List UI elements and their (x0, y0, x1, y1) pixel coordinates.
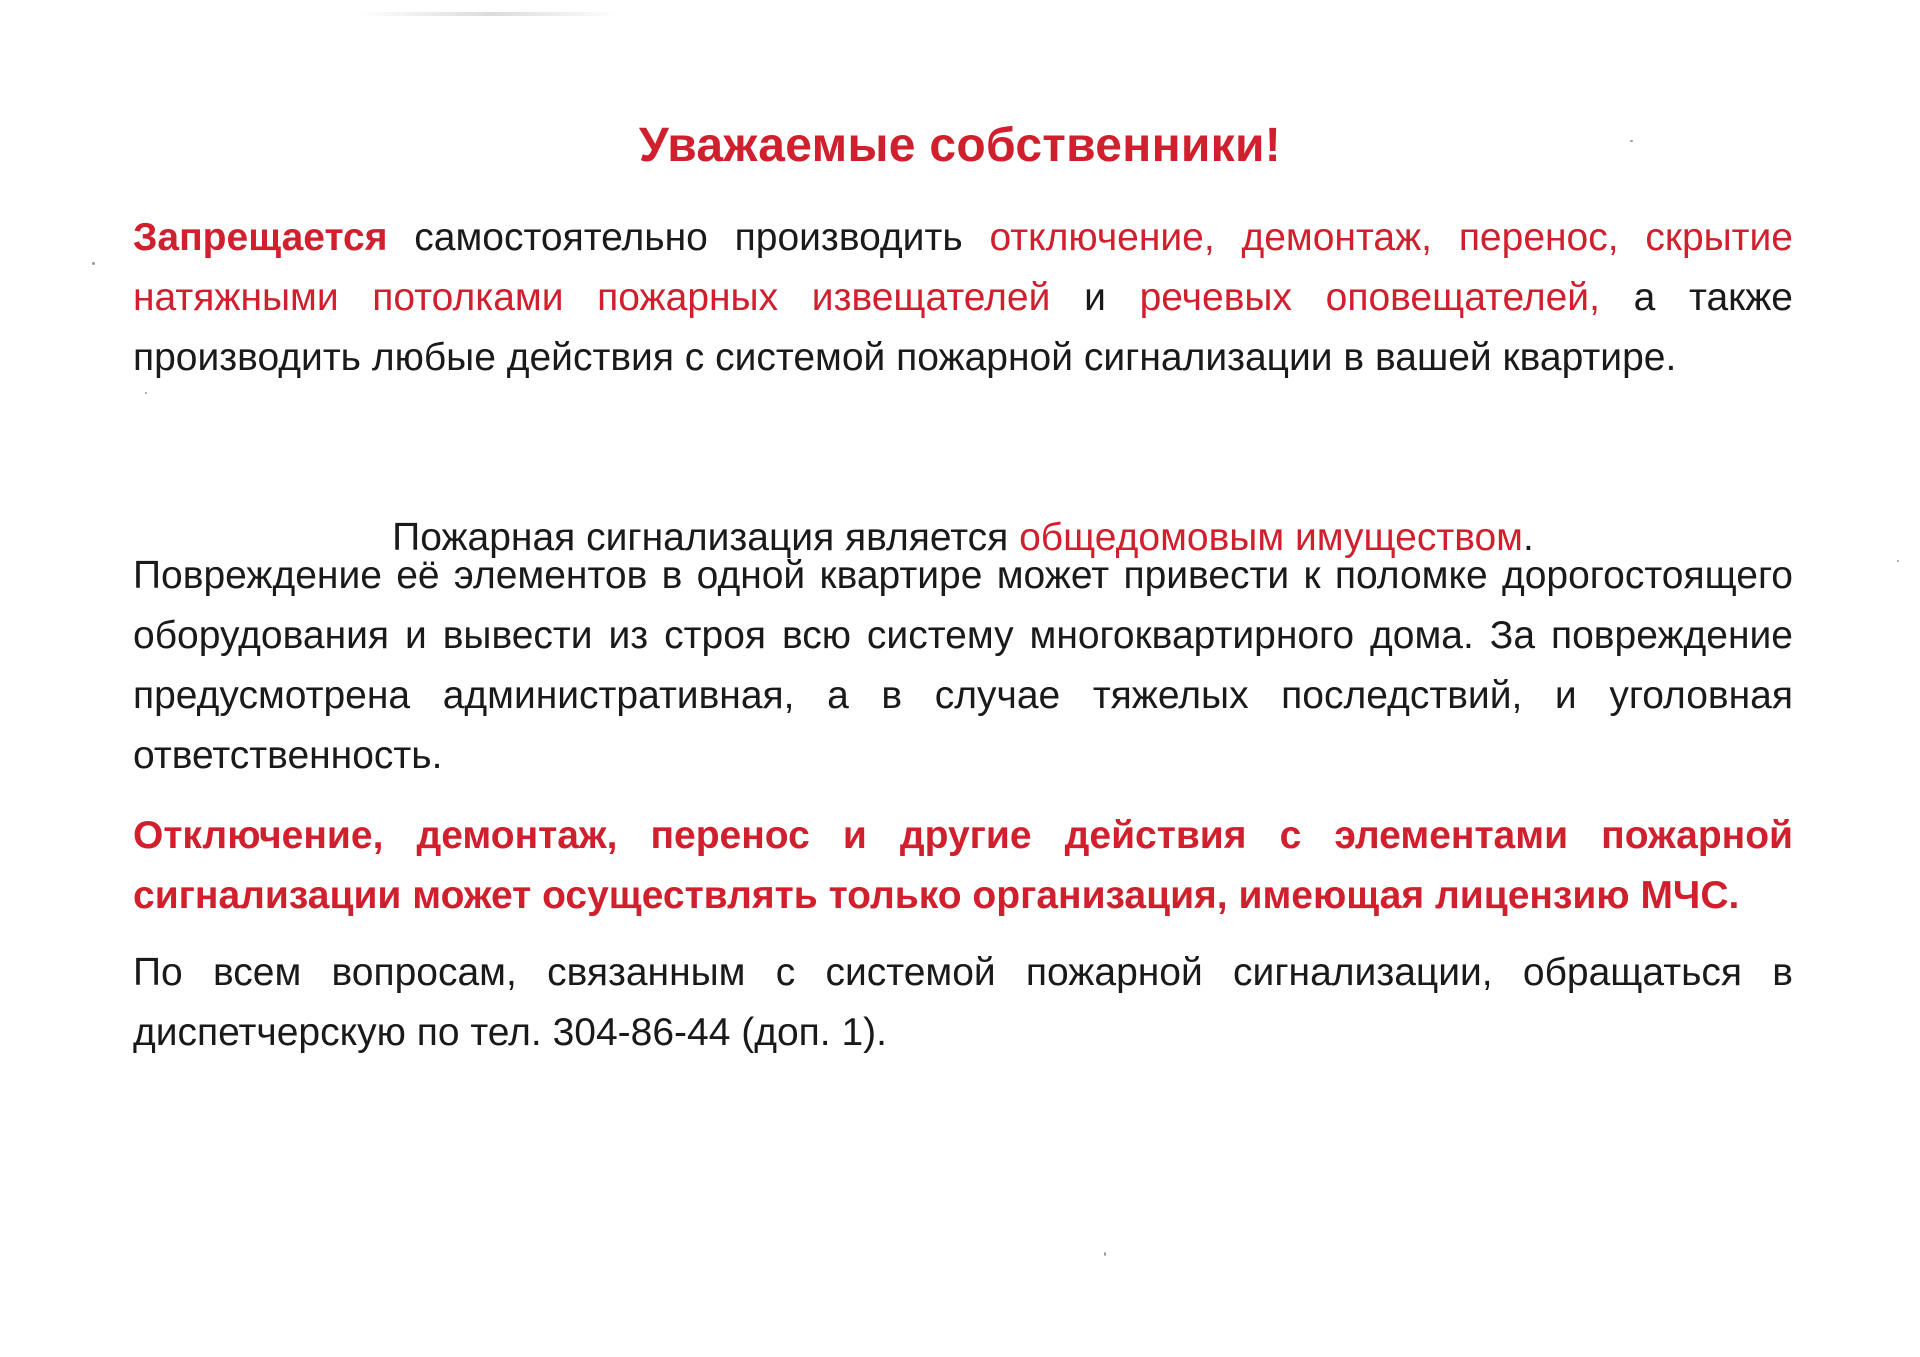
scan-artifact (360, 12, 620, 16)
prohibition-text-3: а также производить любые действия с системой пожарной сигнализации в вашей квартире. (133, 276, 1793, 379)
scan-speck (1104, 1252, 1106, 1256)
common-property-text-2: . (1523, 516, 1534, 559)
common-property-highlight: общедомовым имуществом (1019, 516, 1523, 559)
page-title: Уважаемые собственники! (638, 119, 1282, 172)
prohibition-text-2: и (1050, 276, 1140, 319)
scan-speck (145, 392, 147, 394)
prohibition-devices: речевых оповещателей, (1139, 276, 1600, 319)
prohibition-text-1: самостоятельно производить (387, 216, 990, 259)
prohibition-actions: отключение, демонтаж, перенос, скрытие натяжными потолками пожарных извещателей (133, 216, 1793, 319)
scan-speck (1897, 560, 1899, 562)
paragraph-prohibition (133, 208, 1793, 388)
paragraph-license-warning: Отключение, демонтаж, перенос и другие действия с элементами пожарной сигнализации может осуществлять только организация, имеющая лицензию МЧС. (133, 814, 1793, 917)
prohibition-lead: Запрещается (133, 216, 388, 259)
paragraph-contact: По всем вопросам, связанным с системой пожарной сигнализации, обращаться в диспетчерскую по тел. 304-86-44 (доп. 1). (133, 951, 1793, 1054)
paragraph-damage-liability: Повреждение её элементов в одной квартире может привести к поломке дорогостоящего оборудования и вывести из строя всю систему многоквартирного дома. За повреждение предусмотрена административная, а в случае тяжелых последствий, и уголовная ответственность. (133, 554, 1793, 777)
common-property-text-1: Пожарная сигнализация является (392, 516, 1020, 559)
scan-speck (92, 262, 95, 265)
